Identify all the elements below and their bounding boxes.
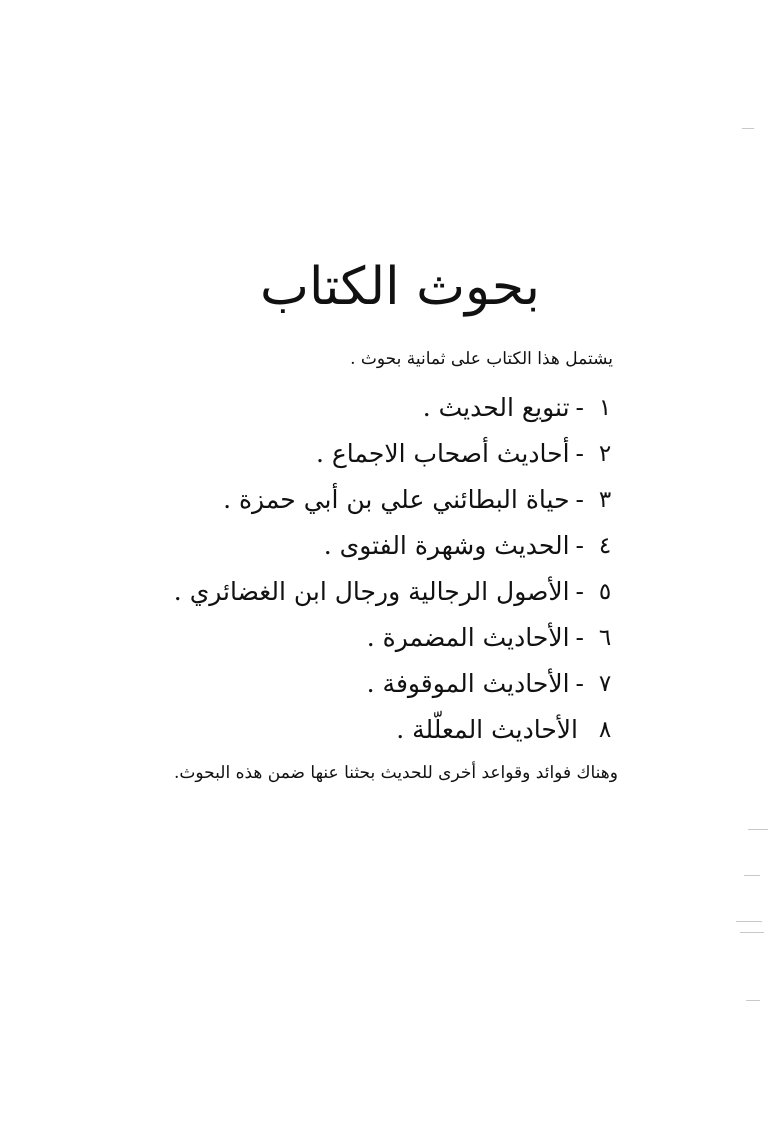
item-text: حياة البطائني علي بن أبي حمزة . [223, 485, 570, 514]
scan-mark [736, 921, 762, 922]
item-separator: - [575, 623, 584, 652]
intro-text: يشتمل هذا الكتاب على ثمانية بحوث . [350, 349, 613, 369]
item-separator: - [575, 485, 584, 514]
list-item [174, 477, 616, 523]
item-number: ١ [598, 395, 612, 421]
item-separator: - [575, 531, 584, 560]
item-separator: - [575, 393, 584, 422]
item-number: ٣ [598, 487, 612, 513]
item-number: ٧ [598, 671, 612, 697]
page-title: بحوث الكتاب [260, 256, 540, 317]
item-number: ٥ [598, 579, 612, 605]
item-number: ٢ [598, 441, 612, 467]
item-text: الأصول الرجالية ورجال ابن الغضائري . [173, 577, 570, 606]
item-number: ٦ [598, 625, 612, 651]
scan-mark [748, 829, 768, 830]
list-item [174, 385, 616, 431]
list-item [174, 661, 616, 707]
list-item [174, 523, 616, 569]
item-separator: - [575, 439, 584, 468]
list-item [174, 569, 616, 615]
list-item [174, 431, 616, 477]
list-item [174, 707, 616, 753]
scan-mark [740, 932, 764, 933]
item-text: الحديث وشهرة الفتوى . [323, 531, 570, 560]
scan-mark [742, 128, 754, 129]
item-text: الأحاديث المضمرة . [366, 623, 570, 652]
item-number: ٨ [598, 717, 612, 743]
item-text: تنويع الحديث . [422, 393, 570, 422]
closing-note: وهناك فوائد وقواعد أخرى للحديث بحثنا عنها ضمن هذه البحوث. [173, 763, 618, 783]
item-text: الأحاديث المعلّلة . [396, 715, 578, 744]
list-item [174, 615, 616, 661]
scan-mark [744, 875, 760, 876]
item-number: ٤ [598, 533, 612, 559]
item-separator: - [575, 669, 584, 698]
scan-mark [746, 1000, 760, 1001]
item-text: الأحاديث الموقوفة . [366, 669, 570, 698]
item-text: أحاديث أصحاب الاجماع . [315, 439, 570, 468]
item-separator: - [575, 577, 584, 606]
contents-list [174, 385, 616, 753]
